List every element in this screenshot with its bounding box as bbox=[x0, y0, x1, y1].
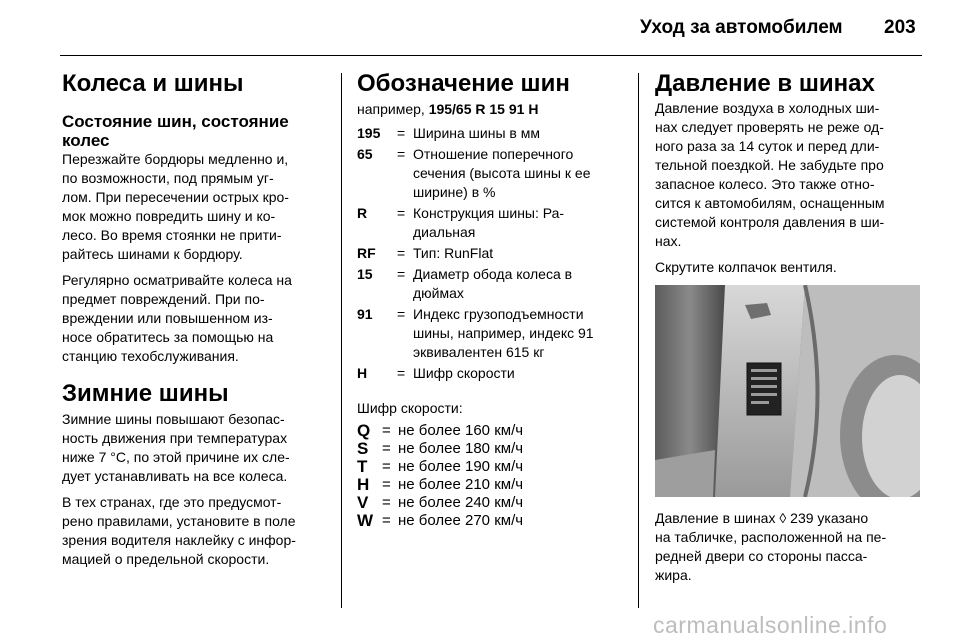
definition-row bbox=[357, 124, 625, 143]
def-text bbox=[413, 204, 625, 242]
text-line: запасное колесо. Это также отно- bbox=[655, 176, 875, 192]
def-text bbox=[413, 124, 625, 143]
text-line: ного раза за 14 суток и перед дли- bbox=[655, 138, 880, 154]
column-wheels-tires bbox=[62, 70, 330, 576]
speed-text: не более 190 км/ч bbox=[398, 458, 524, 475]
text-line: по возможности, под прямым уг- bbox=[62, 170, 274, 186]
definition-row bbox=[357, 204, 625, 242]
watermark: carmanualsonline.info bbox=[653, 612, 888, 638]
text-line: райтесь шинами к бордюру. bbox=[62, 246, 243, 262]
door-pillar-tire-label-photo bbox=[655, 285, 920, 497]
text-line: редней двери со стороны пасса- bbox=[655, 548, 868, 564]
def-equals: = bbox=[382, 422, 391, 439]
text-line: станцию техобслуживания. bbox=[62, 348, 239, 364]
paragraph bbox=[62, 271, 330, 366]
speed-key: V bbox=[357, 493, 369, 512]
column-divider bbox=[341, 73, 342, 608]
text-line: вреждении или повышенном из- bbox=[62, 310, 273, 326]
speed-row bbox=[357, 440, 625, 458]
speed-text: не более 240 км/ч bbox=[398, 494, 524, 511]
paragraph bbox=[62, 493, 330, 569]
def-key: 15 bbox=[357, 266, 373, 282]
text-line: мацией о предельной скорости. bbox=[62, 551, 270, 567]
definition-row bbox=[357, 145, 625, 202]
def-equals: = bbox=[382, 440, 391, 457]
subsection-heading bbox=[62, 112, 330, 150]
def-text bbox=[413, 364, 625, 383]
speed-row bbox=[357, 458, 625, 476]
text-line: дюймах bbox=[413, 285, 464, 301]
speed-text: не более 270 км/ч bbox=[398, 512, 524, 529]
text-line: Отношение поперечного bbox=[413, 146, 574, 162]
text-line: мок можно повредить шину и ко- bbox=[62, 208, 276, 224]
speed-text: не более 180 км/ч bbox=[398, 440, 524, 457]
speed-row bbox=[357, 512, 625, 530]
text-line: нах. bbox=[655, 233, 682, 249]
def-key: 65 bbox=[357, 146, 373, 162]
text-line: ширине) в % bbox=[413, 184, 496, 200]
text-line: ность движения при температурах bbox=[62, 430, 288, 446]
speed-key: H bbox=[357, 475, 370, 494]
def-key: RF bbox=[357, 245, 376, 261]
def-key: 195 bbox=[357, 125, 381, 141]
def-equals: = bbox=[397, 365, 406, 381]
definition-row bbox=[357, 265, 625, 303]
def-text bbox=[413, 305, 625, 362]
header-rule bbox=[60, 55, 922, 56]
def-key: H bbox=[357, 365, 368, 381]
text-line: Тип: RunFlat bbox=[413, 245, 494, 261]
text-line: сечения (высота шины к ее bbox=[413, 165, 591, 181]
def-equals: = bbox=[397, 245, 406, 261]
def-key: 91 bbox=[357, 306, 373, 322]
text-line: лом. При пересечении острых кро- bbox=[62, 189, 289, 205]
speed-key: S bbox=[357, 439, 369, 458]
speed-key: T bbox=[357, 457, 368, 476]
def-equals: = bbox=[382, 476, 391, 493]
text-line: Давление воздуха в холодных ши- bbox=[655, 100, 880, 116]
speed-key: W bbox=[357, 511, 374, 530]
text-line: Конструкция шины: Ра- bbox=[413, 205, 565, 221]
text-line: дует устанавливать на все колеса. bbox=[62, 468, 288, 484]
speed-text: не более 160 км/ч bbox=[398, 422, 524, 439]
text-line: жира. bbox=[655, 567, 692, 583]
text-line: Перезжайте бордюры медленно и, bbox=[62, 151, 289, 167]
speed-title: Шифр скорости: bbox=[357, 400, 463, 416]
definition-row bbox=[357, 305, 625, 362]
paragraph bbox=[655, 509, 923, 585]
definition-row bbox=[357, 364, 625, 383]
def-key: R bbox=[357, 205, 368, 221]
text-line: на табличке, расположенной на пе- bbox=[655, 529, 887, 545]
text-line: тельной поездкой. Не забудьте про bbox=[655, 157, 884, 173]
speed-text: не более 210 км/ч bbox=[398, 476, 524, 493]
text-line: носе обратитесь за помощью на bbox=[62, 329, 274, 345]
def-text bbox=[413, 145, 625, 202]
section-heading: Зимние шины bbox=[62, 380, 229, 407]
paragraph bbox=[655, 258, 923, 277]
paragraph bbox=[62, 410, 330, 486]
example-code: 195/65 R 15 91 H bbox=[428, 101, 539, 117]
text-line: системой контроля давления в ши- bbox=[655, 214, 885, 230]
heading-line: Состояние шин, состояние bbox=[62, 112, 289, 131]
heading-line: колес bbox=[62, 131, 110, 150]
text-line: Давление в шинах ◊ 239 указано bbox=[655, 510, 869, 526]
text-line: Шифр скорости bbox=[413, 365, 515, 381]
def-equals: = bbox=[382, 458, 391, 475]
speed-key: Q bbox=[357, 421, 371, 440]
column-tire-designation bbox=[357, 70, 625, 530]
speed-row bbox=[357, 422, 625, 440]
example-line bbox=[357, 100, 625, 119]
text-line: шины, например, индекс 91 bbox=[413, 325, 594, 341]
def-equals: = bbox=[397, 205, 406, 221]
speed-row bbox=[357, 494, 625, 512]
def-equals: = bbox=[382, 494, 391, 511]
def-equals: = bbox=[397, 146, 406, 162]
text-line: диальная bbox=[413, 224, 476, 240]
def-equals: = bbox=[382, 512, 391, 529]
header-title: Уход за автомобилем bbox=[640, 17, 843, 38]
def-text bbox=[413, 265, 625, 303]
example-prefix: например, bbox=[357, 101, 429, 117]
page-number: 203 bbox=[884, 17, 916, 38]
text-line: Ширина шины в мм bbox=[413, 125, 540, 141]
def-equals: = bbox=[397, 125, 406, 141]
section-heading: Колеса и шины bbox=[62, 70, 244, 97]
text-line: рено правилами, установите в поле bbox=[62, 513, 296, 529]
text-line: нах следует проверять не реже од- bbox=[655, 119, 884, 135]
text-line: сится к автомобилям, оснащенным bbox=[655, 195, 885, 211]
text-line: Диаметр обода колеса в bbox=[413, 266, 573, 282]
def-equals: = bbox=[397, 306, 406, 322]
paragraph bbox=[62, 150, 330, 264]
text-line: Зимние шины повышают безопас- bbox=[62, 411, 285, 427]
def-equals: = bbox=[397, 266, 406, 282]
section-heading: Обозначение шин bbox=[357, 70, 570, 97]
text-line: Регулярно осматривайте колеса на bbox=[62, 272, 292, 288]
text-line: лесо. Во время стоянки не прити- bbox=[62, 227, 282, 243]
text-line: предмет повреждений. При по- bbox=[62, 291, 265, 307]
column-divider bbox=[638, 73, 639, 608]
paragraph bbox=[655, 99, 923, 251]
text-line: Индекс грузоподъемности bbox=[413, 306, 584, 322]
definition-row bbox=[357, 244, 625, 263]
text-line: эквивалентен 615 кг bbox=[413, 344, 545, 360]
text-line: зрения водителя наклейку с инфор- bbox=[62, 532, 296, 548]
column-tire-pressure bbox=[655, 70, 923, 592]
text-line: Скрутите колпачок вентиля. bbox=[655, 259, 837, 275]
text-line: ниже 7 °C, по этой причине их сле- bbox=[62, 449, 290, 465]
speed-row bbox=[357, 476, 625, 494]
def-text bbox=[413, 244, 625, 263]
text-line: В тех странах, где это предусмот- bbox=[62, 494, 282, 510]
section-heading: Давление в шинах bbox=[655, 70, 875, 97]
